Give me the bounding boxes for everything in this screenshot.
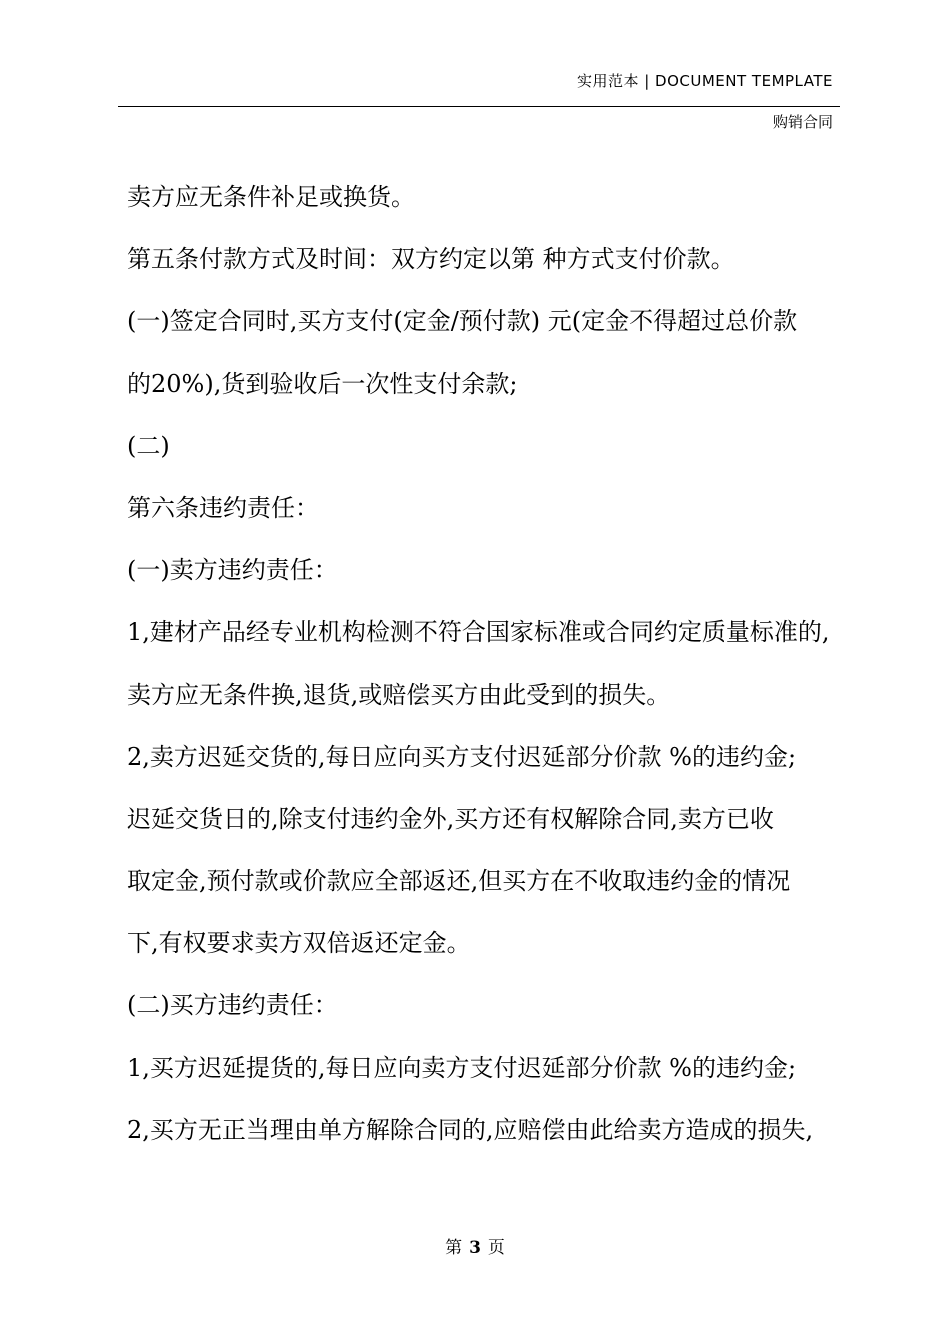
header-subtitle: 购销合同 (772, 113, 833, 131)
body-line: (二)买方违约责任： (127, 991, 338, 1020)
body-line: 2,卖方迟延交货的,每日应向买方支付迟延部分价款 %的违约金; (127, 742, 797, 771)
body-line: (一)签定合同时,买方支付(定金/预付款) 元(定金不得超过总价款 (127, 307, 798, 336)
body-line: 第六条违约责任： (127, 493, 319, 522)
body-line: 下,有权要求卖方双倍返还定金。 (127, 929, 471, 958)
body-line: (二) (127, 431, 170, 460)
page-number-prefix: 第 (445, 1238, 463, 1258)
page-footer (0, 1233, 950, 1258)
header-divider (118, 106, 840, 107)
body-line: 第五条付款方式及时间：双方约定以第 种方式支付价款。 (127, 245, 735, 274)
body-line: 1,买方迟延提货的,每日应向卖方支付迟延部分价款 %的违约金; (127, 1053, 797, 1082)
header-title: 实用范本 | DOCUMENT TEMPLATE (576, 72, 833, 90)
document-body (127, 174, 847, 1169)
page-number-suffix: 页 (487, 1238, 505, 1258)
body-line: (一)卖方违约责任： (127, 556, 338, 585)
body-line: 卖方应无条件换,退货,或赔偿买方由此受到的损失。 (127, 680, 671, 709)
body-line: 的20%),货到验收后一次性支付余款; (127, 369, 518, 398)
page-number: 3 (469, 1238, 481, 1258)
body-line: 1,建材产品经专业机构检测不符合国家标准或合同约定质量标准的, (127, 618, 830, 647)
body-line: 迟延交货日的,除支付违约金外,买方还有权解除合同,卖方已收 (127, 804, 774, 833)
page-header (0, 0, 950, 140)
body-line: 2,买方无正当理由单方解除合同的,应赔偿由此给卖方造成的损失, (127, 1115, 814, 1144)
body-line: 取定金,预付款或价款应全部返还,但买方在不收取违约金的情况 (127, 867, 791, 896)
body-line: 卖方应无条件补足或换货。 (127, 183, 415, 211)
